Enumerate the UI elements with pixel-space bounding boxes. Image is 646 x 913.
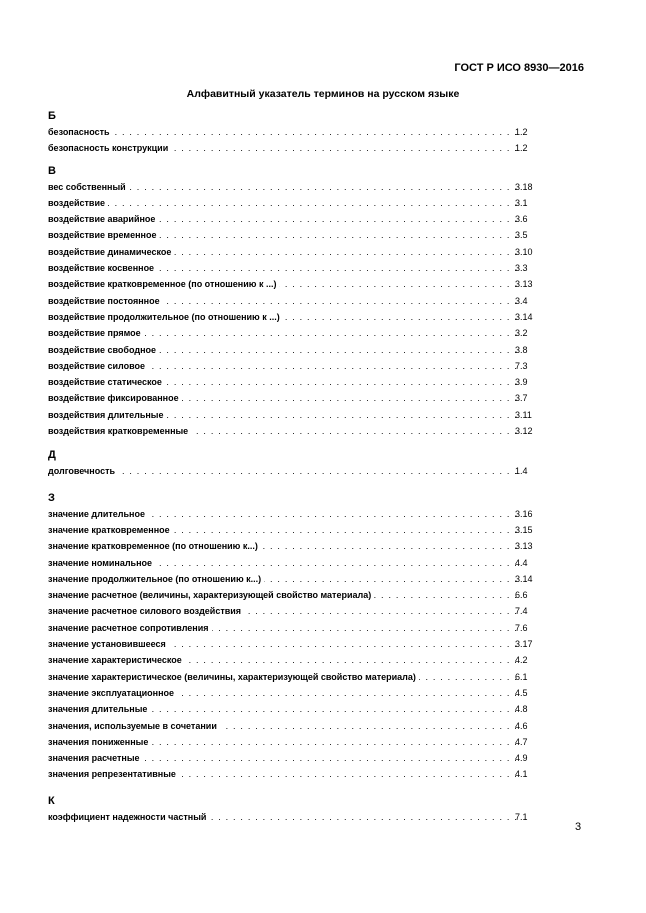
- index-entry: [48, 390, 568, 406]
- entry-term: воздействие: [48, 198, 108, 208]
- entry-ref: 3.13: [515, 279, 533, 290]
- entry-ref: 1.2: [515, 143, 528, 154]
- section-letter: К: [48, 794, 55, 807]
- entry-ref: 3.14: [515, 573, 533, 584]
- index-entry: [48, 140, 568, 156]
- index-entry: [48, 669, 568, 685]
- entry-ref: 3.7: [515, 393, 528, 404]
- entry-term: безопасность конструкции: [48, 143, 171, 153]
- entry-term: воздействие прямое: [48, 328, 144, 338]
- entry-ref: 7.1: [515, 811, 528, 822]
- entry-term: воздействия длительные: [48, 410, 167, 420]
- index-entry: [48, 555, 568, 571]
- entry-ref: 3.11: [515, 409, 532, 420]
- document-header: ГОСТ Р ИСО 8930—2016: [454, 62, 584, 74]
- index-entry: [48, 766, 568, 782]
- index-entry: [48, 325, 568, 341]
- entry-ref: 1.4: [515, 466, 528, 477]
- index-entry: [48, 342, 568, 358]
- index-entry: [48, 211, 568, 227]
- index-entry: [48, 358, 568, 374]
- entry-ref: 6.6: [515, 590, 528, 601]
- index-entry: [48, 276, 568, 292]
- entry-term: воздействие фиксированное: [48, 393, 182, 403]
- entry-term: коэффициент надежности частный: [48, 812, 209, 822]
- section-b: [48, 109, 568, 157]
- entry-ref: 3.17: [515, 639, 533, 650]
- entry-ref: 3.13: [515, 541, 533, 552]
- entry-term: значения пониженные: [48, 737, 151, 747]
- entry-ref: 3.16: [515, 508, 533, 519]
- index-entry: [48, 260, 568, 276]
- index-entry: [48, 538, 568, 554]
- entry-term: значение характеристическое (величины, характеризующей свойство материала): [48, 672, 419, 682]
- entry-term: безопасность: [48, 127, 113, 137]
- section-v: [48, 164, 568, 440]
- section-letter: В: [48, 164, 56, 177]
- entry-ref: 4.9: [515, 753, 528, 764]
- entry-term: значения репрезентативные: [48, 769, 179, 779]
- index-entry: [48, 293, 568, 309]
- index-entry: [48, 587, 568, 603]
- entry-ref: 3.12: [515, 426, 533, 437]
- index-content: [48, 109, 568, 825]
- entry-term: вес собственный: [48, 182, 129, 192]
- index-entry: [48, 244, 568, 260]
- entry-term: воздействие аварийное: [48, 214, 158, 224]
- index-entry: [48, 522, 568, 538]
- page-number: 3: [575, 821, 582, 833]
- index-entry: [48, 718, 568, 734]
- entry-ref: 7.3: [515, 360, 528, 371]
- index-entry: [48, 636, 568, 652]
- entry-ref: 4.7: [515, 736, 528, 747]
- index-entry: [48, 374, 568, 390]
- entry-ref: 3.2: [515, 328, 528, 339]
- index-entry: [48, 685, 568, 701]
- entry-ref: 3.18: [515, 181, 533, 192]
- entry-ref: 4.2: [515, 655, 528, 666]
- index-entry: [48, 506, 568, 522]
- entry-term: воздействия кратковременные: [48, 426, 191, 436]
- entry-ref: 3.6: [515, 214, 528, 225]
- entry-term: долговечность: [48, 466, 118, 476]
- section-d: [48, 448, 568, 479]
- entry-term: значения, используемые в сочетании: [48, 721, 220, 731]
- entry-ref: 4.5: [515, 687, 528, 698]
- section-k: [48, 794, 568, 825]
- entry-ref: 3.1: [515, 197, 528, 208]
- entry-term: воздействие постоянное: [48, 296, 163, 306]
- entry-ref: 3.15: [515, 524, 533, 535]
- entry-term: воздействие продолжительное (по отношению к ...): [48, 312, 283, 322]
- index-entry: [48, 620, 568, 636]
- index-entry: [48, 463, 568, 479]
- entry-term: значение расчетное (величины, характеризующей свойство материала): [48, 590, 374, 600]
- entry-ref: 1.2: [515, 127, 528, 137]
- entry-term: значение эксплуатационное: [48, 688, 177, 698]
- entry-term: воздействие силовое: [48, 361, 148, 371]
- entry-term: значение установившееся: [48, 639, 169, 649]
- section-letter: Д: [48, 449, 56, 462]
- entry-term: значение кратковременное (по отношению к...): [48, 541, 261, 551]
- entry-term: значение кратковременное: [48, 525, 173, 535]
- entry-ref: 3.4: [515, 295, 528, 306]
- index-entry: [48, 701, 568, 717]
- index-entry: [48, 195, 568, 211]
- index-entry: [48, 407, 568, 423]
- entry-ref: 4.6: [515, 720, 528, 731]
- entry-ref: 4.8: [515, 704, 528, 715]
- entry-ref: 3.3: [515, 263, 528, 274]
- index-entry: [48, 179, 568, 195]
- entry-term: значение длительное: [48, 509, 148, 519]
- entry-term: воздействие временное: [48, 230, 159, 240]
- entry-term: воздействие статическое: [48, 377, 165, 387]
- index-entry: [48, 734, 568, 750]
- entry-term: значение расчетное силового воздействия: [48, 606, 244, 616]
- section-z: [48, 491, 568, 783]
- entry-ref: 3.8: [515, 344, 528, 355]
- entry-term: значение продолжительное (по отношению к...): [48, 574, 264, 584]
- section-letter: З: [48, 491, 55, 504]
- entry-ref: 7.6: [515, 622, 528, 633]
- section-letter: Б: [48, 110, 56, 122]
- entry-term: воздействие динамическое: [48, 247, 174, 257]
- entry-term: значения длительные: [48, 704, 150, 714]
- index-entry: [48, 309, 568, 325]
- entry-ref: 7.4: [515, 606, 528, 617]
- entry-term: значение расчетное сопротивления: [48, 623, 212, 633]
- index-entry: [48, 423, 568, 439]
- entry-term: значение характеристическое: [48, 655, 185, 665]
- entry-ref: 3.5: [515, 230, 528, 241]
- index-entry: [48, 750, 568, 766]
- entry-ref: 3.10: [515, 246, 533, 257]
- entry-ref: 4.4: [515, 557, 528, 568]
- index-entry: [48, 652, 568, 668]
- entry-term: значения расчетные: [48, 753, 143, 763]
- entry-term: воздействие кратковременное (по отношению к ...): [48, 279, 279, 289]
- index-entry: [48, 124, 568, 140]
- entry-term: значение номинальное: [48, 558, 155, 568]
- entry-ref: 3.14: [515, 311, 533, 322]
- entry-term: воздействие свободное: [48, 345, 159, 355]
- entry-ref: 6.1: [515, 671, 528, 682]
- entry-term: воздействие косвенное: [48, 263, 157, 273]
- index-entry: [48, 571, 568, 587]
- index-title: Алфавитный указатель терминов на русском языке: [186, 88, 460, 100]
- entry-ref: 3.9: [515, 377, 528, 388]
- entry-ref: 4.1: [515, 769, 528, 780]
- index-entry: [48, 603, 568, 619]
- index-entry: [48, 809, 568, 825]
- index-entry: [48, 227, 568, 243]
